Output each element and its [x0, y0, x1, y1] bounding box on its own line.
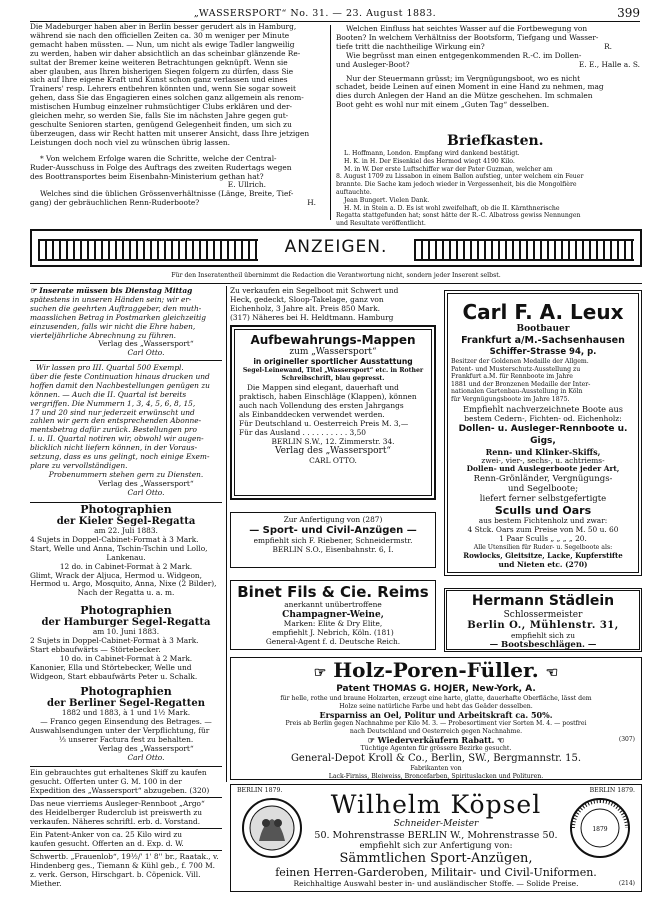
text-line: Patent- und Musterschutz-Ausstellung zu [451, 365, 581, 373]
text-line: Preis ab Berlin gegen Nachnahme per Kilo M. 3. — Probesortiment vier Sorten M. 4. — postfrei [285, 720, 587, 728]
berlin-year-right: BERLIN 1879. [589, 787, 635, 794]
text-line: praktisch, haben Einschläge (Klappen), können [239, 392, 417, 401]
text-line: des Boottransportes beim Eisenbahn-Ministerium gethan hat? [30, 171, 264, 181]
text-line: Schwertb. „Frauenlob“, 19½/' 1' 8'' br., Raatak., v. [30, 852, 219, 861]
photo-date: 1882 und 1883, à 1 und 1½ Mark. [61, 708, 191, 717]
text-line: gesucht. Offerten unter G. M. 100 in der [30, 776, 182, 786]
text-span: tiefe tritt die nachtheilige Wirkung ein? [336, 41, 485, 51]
text-line: als Einbanddecken verwendet werden. [239, 409, 385, 419]
text-line: Alle Utensilien für Ruder- u. Segelboote als: [473, 544, 613, 552]
text-line: Holze seine natürliche Farbe und hebt das Geäder desselben. [339, 702, 533, 710]
text-line: Nur der Steuermann grüsst; im Vergnügungsboot, wo es nicht [346, 73, 581, 83]
text-line: Carl Otto. [127, 752, 165, 762]
text-line: (317) Näheres bei H. Heldtmann. Hamburg [230, 312, 394, 322]
briefkasten-entry: L. Hoffmann, London. Empfang wird dankend bestätigt. [344, 150, 520, 157]
text-line: überzeugen, dass wir Recht hatten mit unserer Ansicht, dass Ihre jetzigen [30, 128, 310, 138]
briefkasten-entry: M. in W. Der erste Luftschiffer war der Pater Guzman, welcher am [344, 165, 553, 173]
briefkasten-title: Briefkasten. [447, 133, 544, 149]
text-line: Glimt, Wrack der Aljuca, Hermod u. Widgeon, [30, 570, 203, 580]
text-line: Trainers' resp. Lehrers entbehren könnten und, wenn Sie sogar soweit [30, 84, 296, 94]
koepsel-stoffe: Reichhaltige Auswahl bester in- und ausländischer Stoffe. — Solide Preise. [293, 879, 579, 888]
disclaimer-rule [30, 283, 642, 284]
text-line: Leistungen doch noch viel zu wünschen übrig lassen. [30, 137, 230, 147]
text-line: schadet, beide Leinen auf einen Moment in eine Hand zu nehmen, mag [336, 82, 604, 92]
berlin-year-left: BERLIN 1879. [237, 787, 283, 794]
text-line: Verlag des „Wassersport“ [98, 743, 194, 753]
text-line: Schlossermeister [503, 610, 583, 620]
text-line: 10 do. in Cabinet-Format à 2 Mark. [59, 653, 193, 663]
text-line: Eichenholz, 3 Jahre alt. Preis 850 Mark. [230, 303, 381, 313]
text-line: Wir lassen pro III. Quartal 500 Exempl. [36, 363, 184, 372]
text-line: Verlag des „Wassersport“ [98, 478, 194, 488]
text-line: Marken: Elite & Dry Elite, [283, 618, 383, 628]
rule [30, 850, 222, 851]
text-line [336, 61, 642, 70]
ad-column-divider [226, 286, 227, 782]
text-line: zu werden, haben wir daher absichtlich an das scheinbar glänzende Re- [30, 48, 301, 58]
staedtlein-content [447, 591, 639, 650]
text-line: sultat der Bremer keine weiteren Betrachtungen geknüpft. Wenn sie [30, 57, 288, 67]
text-line: dies durch Anlegen der Hand an die Mütze geschehen. Im schmalen [336, 91, 593, 101]
text-line: Kanonier, Ella und Störtebecker, Welle und [30, 662, 192, 672]
holz-ad [230, 657, 642, 780]
mappen-title: Aufbewahrungs-Mappen [250, 333, 416, 347]
signature: R. [604, 41, 612, 51]
text-line: 12 do. in Cabinet-Format à 2 Mark. [59, 561, 193, 571]
koepsel-content [231, 791, 641, 889]
mappen-zum: zum „Wassersport“ [289, 347, 377, 357]
text-line: Zu verkaufen ein Segelboot mit Schwert und [230, 286, 399, 295]
text-line: 2 Sujets in Doppel-Cabinet-Format à 3 Mark. [30, 635, 199, 645]
text-line: ⅓ unserer Factura fest zu behalten. [58, 734, 194, 744]
text-line: Heck, gedeckt, Sloop-Takelage, ganz von [230, 294, 384, 304]
right-column-text [336, 25, 642, 110]
text-line: mistischen Humbug einzelner ruhmsüchtiger Clubs erklären und der- [30, 102, 292, 112]
notice-quartal [30, 364, 222, 498]
mappen-line: Segel-Leinewand, Titel „Wassersport“ etc. in Rother [242, 366, 424, 374]
briefkasten-entry: 8. August 1709 zu Lissabon in einem Ballon aufstieg, unter welchem ein Feuer [336, 173, 584, 181]
holz-title-text: Holz-Poren-Füller. [333, 658, 539, 682]
svg-text:1879: 1879 [592, 826, 608, 833]
notice-inserate [30, 287, 222, 358]
text-line: E. Ullrich. [227, 180, 266, 190]
text-line: für Vergnügungsboote im Jahre 1875. [451, 395, 570, 403]
mappen-line: in origineller sportlicher Ausstattung [253, 357, 413, 366]
rule [30, 766, 222, 767]
anzeigen-banner [30, 229, 642, 267]
briefkasten-entry: auftauchte. [336, 188, 372, 196]
text-line: 17 und 20 sind nur jederzeit erwünscht und [30, 407, 195, 417]
mappen-ad [230, 325, 436, 500]
leux-name: Carl F. A. Leux [462, 300, 624, 324]
briefkasten-entry: Regatta stattgefunden hat; sonst hätte der R.-C. Albatross gewiss Nennungen [336, 212, 581, 220]
text-line: — Bootsbeschlägen. — [489, 639, 597, 650]
text-line: und Segelboote; [507, 484, 579, 495]
briefkasten-entry: brannte. Die Sache kam jedoch wieder in Vergessenheit, bis die Mongolfière [336, 181, 577, 189]
photo-date: am 10. Juni 1883. [92, 627, 160, 636]
text-line: gemacht haben müssten. — Nun, um nicht als ewige Tadler langweilig [30, 39, 295, 49]
text-line: gehen, dass Sie das Engagieren eines solchen ganz allgemein als renom- [30, 93, 304, 103]
ad-number: (307) [618, 736, 635, 744]
text-line: Welchen Einfluss hat seichtes Wasser auf die Fortbewegung von [346, 24, 588, 33]
holz-title [231, 659, 641, 684]
text-span: und Ausleger-Boot? [336, 59, 410, 69]
binet-ad [230, 580, 436, 650]
text-line: aber glauben, aus Ihren bisherigen Siegen folgern zu dürfen, dass Sie [30, 66, 294, 76]
text-line: maasslichen Betrag in Postmarken gleichzeitig [30, 312, 207, 322]
column-divider [330, 25, 331, 220]
photo-ad-hamburg [30, 605, 222, 681]
text-line: Für das Ausland . . . . . . . . . . 3,50 [239, 427, 366, 437]
text-line: einzusenden, falls wir nicht die Ehre haben, [30, 321, 196, 331]
text-line: Carl Otto. [127, 487, 165, 497]
staedtlein-name: Hermann Städlein [471, 593, 615, 609]
photo-ad-berlin [30, 686, 222, 762]
leux-big: Renn- und Klinker-Skiffs, [485, 446, 601, 457]
pointing-hand-icon: ☜ [545, 665, 559, 681]
text-line: suchen die geehrten Auftraggeber, den muth- [30, 303, 202, 313]
text-line: Lankenau. [106, 552, 146, 562]
text-line: Nach der Regatta u. a. m. [77, 588, 175, 598]
text-line: Expedition des „Wassersport“ abzugeben. (320) [30, 785, 210, 795]
text-line: General-Depot Kroll & Co., Berlin, SW., Bergmannstr. 15. [290, 752, 582, 764]
text-line: Hindenberg ges., Tiemann & Kühl geb., f. 700 M. [30, 860, 215, 870]
binet-product: Champagner-Weine, [282, 609, 384, 620]
page-header-title: „WASSERSPORT“ No. 31. — 23. August 1883. [193, 8, 437, 19]
text-line: auch nach Vollendung des ersten Jahrgangs [239, 400, 404, 410]
text-line: Ersparniss an Oel, Politur und Arbeitskraft ca. 50%. [319, 710, 553, 721]
text-line: Auswahlsendungen unter der Verpflichtung, für [30, 725, 210, 735]
text-line: setzung, dass es uns gelingt, noch einige Exem- [30, 452, 210, 462]
text-line: verkaufen. Näheres schriftl. erb. d. Vorstand. [30, 816, 201, 826]
staedtlein-ad [444, 588, 642, 652]
text-line: Carl Otto. [127, 348, 165, 358]
text-line: zahlen wir gern den entsprechenden Abonne- [30, 416, 202, 426]
text-line: Fabrikanten von [410, 764, 462, 772]
leux-street: Schiffer-Strasse 94, p. [489, 347, 597, 357]
text-line: 1881 und der Bronzenen Medaille der Inter- [451, 380, 591, 388]
text-line: blicklich nicht liefern können, in der Voraus- [30, 443, 198, 453]
text-line: Hermod u. Argo, Mosquito, Anna, Nixe (2 Bilder), [30, 579, 217, 589]
text-line: 50. Mohrenstrasse BERLIN W., Mohrenstrasse 50. [314, 830, 558, 841]
text-line: können. — Auch die II. Quartal ist bereits [30, 389, 187, 399]
text-line: General-Agent f. d. Deutsche Reich. [265, 636, 401, 646]
text-line: Start, Welle und Anna, Tschin-Tschin und Lollo, [30, 543, 208, 553]
photo-title: Photographien [80, 604, 172, 617]
photo-date: am 22. Juli 1883. [94, 526, 158, 535]
text-line: Tüchtige Agenten für grössere Bezirke gesucht. [360, 745, 512, 753]
text-line: Berlin O., Mühlenstr. 31, [467, 620, 619, 631]
text-line: ☞ Inserate müssen bis Dienstag Mittag [30, 286, 193, 295]
banner-pattern-right [414, 239, 634, 261]
text-line: vierteljährliche Abrechnung zu führen. [30, 330, 177, 340]
sport-anzuege-ad [230, 512, 436, 568]
text-line: Probenummern stehen gern zu Diensten. [48, 469, 204, 479]
text-line: für helle, rothe und braune Holzarten, erzeugt eine harte, glatte, dauerhafte Oberfläche, lässt dem [280, 695, 592, 702]
text-line: hoffen damit den Nachbestellungen genügen zu [30, 380, 210, 390]
mappen-body [235, 382, 431, 466]
text-line: — Franco gegen Einsendung des Betrages. — [40, 716, 212, 726]
text-line: nach Deutschland und Oesterreich gegen Nachnahme. [349, 727, 523, 735]
text-line: Schneider-Meister [393, 819, 479, 829]
page-number: 399 [617, 6, 640, 20]
text-line: Sämmtlichen Sport-Anzügen, [339, 851, 533, 866]
left-column-text [30, 23, 326, 208]
text-line: Die Mappen sind elegant, dauerhaft und [247, 383, 399, 393]
small-ad-skiff [30, 769, 222, 796]
text-line: während sie nach den officiellen Zeiten ca. 30 m weniger per Minute [30, 30, 290, 40]
text-line: Besitzer der Goldenen Medaille der Allgem. [451, 358, 589, 365]
text-line: gleichen mehr, so werden Sie, falls Sie im nächsten Jahre gegen gut- [30, 111, 289, 121]
photo-subtitle: der Hamburger Segel-Regatta [41, 617, 211, 628]
text-line: Ein Patent-Anker von ca. 25 Kilo wird zu [30, 830, 183, 839]
holz-rabatt: ☞ Wiederverkäufern Rabatt. ☜ [367, 735, 505, 746]
anzeigen-label: ANZEIGEN. [284, 237, 388, 257]
sport-anzuege-content [231, 513, 435, 555]
text-line: Widgeon, Start ebbaufwärts Peter u. Schalk. [30, 671, 198, 681]
text-line: zwei-, vier-, sechs-, u. achtriems- [481, 455, 605, 465]
text-line [231, 879, 641, 889]
text-line: Das neue vierriems Ausleger-Rennboot „Argo“ [30, 799, 205, 808]
banner-pattern-left [38, 239, 258, 261]
holz-content [231, 658, 641, 780]
text-line: und Nieten etc. (270) [498, 559, 588, 569]
text-line: Dollen- und Auslegerboote jeder Art, [466, 464, 620, 474]
text-line: Wie begrüsst man einen entgegenkommenden R.-C. im Dollen- [346, 50, 582, 60]
rule [30, 360, 222, 361]
text-line: mentsbetrag dafür zurück. Bestellungen pro [30, 425, 197, 435]
text-line: Boot geht es wohl nur mit einem „Guten Tag“ desselben. [336, 100, 550, 110]
text-line: CARL OTTO. [309, 456, 357, 466]
text-line: Verlag des „Wassersport“ [98, 339, 194, 349]
text-line: BERLIN S.O., Eisenbahnstr. 6, I. [272, 544, 394, 554]
text-line: Renn-Grönländer, Vergnügungs- [473, 474, 613, 485]
anzeigen-disclaimer: Für den Inseratentheil übernimmt die Redaction die Verantwortung nicht, sondern jeder Inserent selbst. [171, 272, 501, 279]
text-line: vergriffen. Die Nummern 1, 3, 4, 5, 6, 8, 15, [30, 398, 196, 408]
small-ad-anker [30, 831, 222, 849]
text-line: geschulte Senioren starten, genügend Gelegenheit finden, um sich zu [30, 119, 292, 129]
leux-city: Frankfurt a/M.-Sachsenhausen [461, 335, 625, 346]
text-line: Die Madeburger haben aber in Berlin besser gerudert als in Hamburg, [30, 22, 297, 31]
text-line: I. u. II. Quartal notiren wir, obwohl wir augen- [30, 434, 204, 444]
text-line: nationalen Gartenbau-Ausstellung in Köln [451, 388, 583, 396]
text-line [231, 735, 641, 745]
text-line: spätestens in unseren Händen sein; wir er- [30, 294, 192, 304]
mappen-line: Schreibschrift, blau gepresst. [281, 374, 385, 382]
text-line: plare zu vervollständigen. [30, 460, 128, 470]
text-line [30, 199, 326, 208]
text-line: Rowlocks, Gleitsitze, Lacke, Kupferstifte [463, 550, 623, 560]
briefkasten-entries [336, 150, 642, 228]
text-span: gang) der gebräuchlichen Renn-Ruderboote? [30, 198, 200, 208]
leux-sub: Bootbauer [516, 324, 570, 334]
briefkasten-entry: und Resultate veröffentlicht. [336, 220, 426, 228]
text-line: liefert ferner selbstgefertigte [479, 494, 607, 505]
text-line: Empfiehlt nachverzeichnete Boote aus [463, 403, 623, 414]
signature: H. [307, 198, 316, 208]
briefkasten-entry: Jean Bungert. Vielen Dank. [344, 196, 430, 204]
leux-body [451, 358, 635, 404]
text-line: aus bestem Fichtenholz und zwar: [478, 516, 608, 526]
holz-patent: Patent THOMAS G. HOJER, New-York, A. [336, 684, 536, 694]
text-line: des Heidelberger Ruderclub ist preiswerth zu [30, 807, 203, 817]
binet-name: Binet Fils & Cie. Reims [237, 583, 429, 601]
segelboot-ad [230, 287, 435, 323]
text-line: Frankfurt a.M. für Rennboote im Jahre [451, 373, 573, 381]
photo-title: Photographien [80, 685, 172, 698]
pointing-hand-icon: ☞ [313, 665, 327, 681]
briefkasten-entry: H. K. in H. Der Eisenkiel des Hermod wiegt 4190 Kilo. [344, 157, 515, 165]
text-line: z. verk. Gerson, Hirschgart. b. Cöpenick. Vill. Miether. [30, 869, 201, 888]
koepsel-name: Wilhelm Köpsel [330, 790, 542, 819]
text-line: Ruder-Ausschuss in Folge des Auftrags des zweiten Rudertags wegen [30, 162, 292, 172]
text-line: anerkannt unübertroffene [284, 600, 382, 609]
text-line: Lack-Firniss, Bleiweiss, Broncefarben, Spirituslacken und Polituren. [328, 772, 544, 780]
text-line: sich auf Ihre eigene Kraft und Kunst schon ganz verlassen und eines [30, 75, 288, 85]
small-ad-argo [30, 800, 222, 827]
text-line: empfiehlt sich zur Anfertigung von: [359, 841, 513, 851]
signature: E. E., Halle a. S. [578, 59, 640, 69]
text-line: empfiehlt sich zu [511, 631, 575, 640]
rule [30, 828, 222, 829]
leux-ad [444, 290, 642, 576]
photo-subtitle: der Kieler Segel-Regatta [56, 516, 196, 527]
text-line: bestem Cedern-, Fichten- od. Eichenholz: [464, 413, 622, 423]
briefkasten-entry: H. M. in Stein a. D. Es ist wohl zweifelhaft, ob die II. Kärnthnerische [344, 204, 560, 212]
text-line: Ein gebrauchtes gut erhaltenes Skiff zu kaufen [30, 768, 207, 777]
ad-number: (214) [618, 880, 635, 887]
binet-content [231, 581, 435, 647]
text-line: 4 Stck. Oars zum Preise von M. 50 u. 60 [467, 525, 619, 535]
photo-subtitle: der Berliner Segel-Regatten [46, 698, 206, 709]
photo-title: Photographien [80, 503, 172, 516]
text-line: Welches sind die üblichen Grössenverhältnisse (Länge, Breite, Tief- [40, 189, 294, 199]
text-line: Verlag des „Wassersport“ [274, 446, 392, 457]
leux-big: Dollen- u. Ausleger-Rennboote u. Gigs, [458, 423, 628, 446]
text-line: 4 Sujets in Doppel-Cabinet-Format à 3 Mark. [30, 534, 199, 544]
text-line: Für Deutschland u. Oesterreich Preis M. 3,— [239, 418, 409, 428]
text-line: über die feste Continuation hinaus drucken und [30, 371, 210, 381]
rule [30, 797, 222, 798]
text-line: kaufen gesucht. Offerten an d. Exp. d. W. [30, 838, 184, 848]
text-line: Start ebbaufwärts — Störtebecker. [30, 644, 161, 654]
leux-content [448, 294, 638, 570]
text-line: 1 Paar Sculls „ „ „ „ 20. [499, 534, 587, 544]
small-ad-frauenlob [30, 853, 222, 889]
text-line: feinen Herren-Garderoben, Militair- und Civil-Uniformen. [275, 866, 597, 879]
text-line: BERLIN S.W., 12. Zimmerstr. 34. [271, 436, 395, 446]
text-line: empfiehlt sich F. Riebener, Schneidermstr. [253, 535, 413, 545]
mappen-inner [234, 329, 432, 496]
text-line: empfiehlt J. Nebrich, Köln. (181) [272, 627, 394, 637]
photo-ad-kiel [30, 504, 222, 598]
text-line: * Von welchem Erfolge waren die Schritte, welche der Central- [40, 153, 277, 163]
sport-anzuege-title: — Sport- und Civil-Anzügen — [249, 524, 417, 536]
koepsel-ad [230, 784, 642, 892]
leux-big: Sculls und Oars [494, 504, 592, 518]
text-line: Booten? In welchem Verhältniss der Bootsform, Tiefgang und Wasser- [336, 32, 599, 42]
text-line: Zur Anfertigung von (287) [283, 515, 383, 524]
